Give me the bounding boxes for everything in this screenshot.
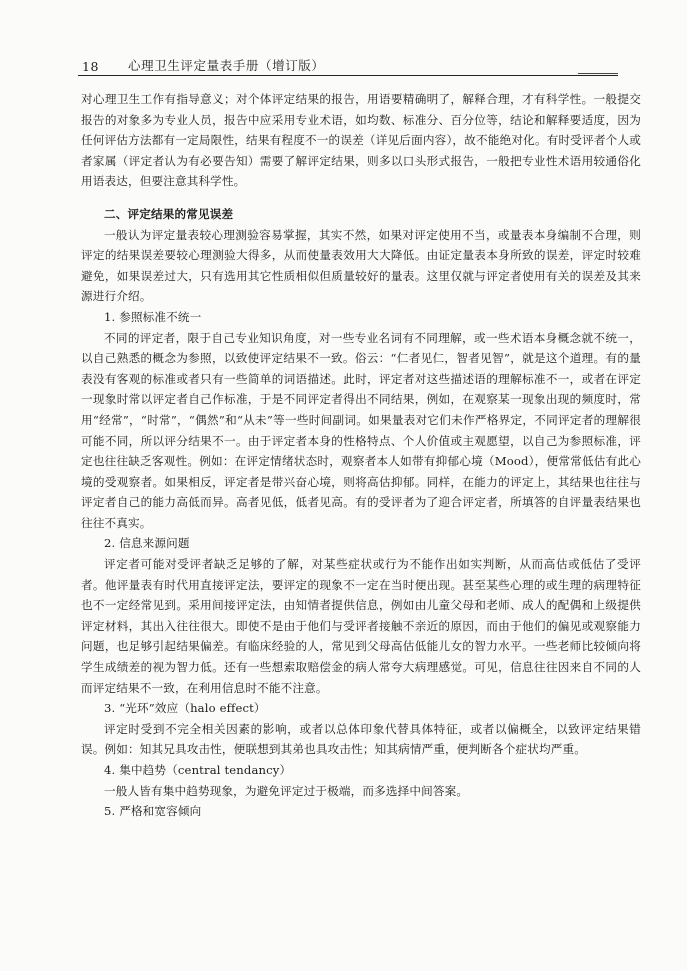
body-text bbox=[81, 89, 641, 822]
paragraph-subsection-3: 评定时受到不完全相关因素的影响，或者以总体印象代替具体特征，或者以偏概全，以致评定结果错误。例如：知其兄具攻击性，便联想到其弟也具攻击性；知其病情严重，便判断各个症状均严重。 bbox=[81, 721, 641, 757]
paragraph-subsection-1: 不同的评定者，限于自己专业知识角度，对一些专业名词有不同理解，或一些术语本身概念就不统一，以自己熟悉的概念为参照，以致使评定结果不一致。俗云：“仁者见仁，智者见智”，就是这个道理。有的量表没有客观的标准或者只有一些简单的词语描述。此时，评定者对这些描述语的理解标准不一，或者在评定一现象时常以评定者自己作标准，于是不同评定者得出不同结果，例如，在观察某一现象出现的频度时，常用“经常”，“时常”，“偶然”和“从未”等一些时间副词。如果量表对它们未作严格界定，不同评定者的理解很可能不同，所以评分结果不一。由于评定者本身的性格特点、个人价值或主观愿望，以自己为参照标准，评定也往往缺乏客观性。例如：在评定情绪状态时，观察者本人如带有抑郁心境（Mood），便常常低估有此心境的受观察者。如果相反，评定者是带兴奋心境，则将高估抑郁。同样，在能力的评定上，其结果也往往与评定者自己的能力高低而异。高者见低，低者见高。有的受评者为了迎合评定者，所填答的自评量表结果也往往不真实。 bbox=[81, 330, 641, 530]
header-rule-accent bbox=[578, 73, 618, 74]
subsection-heading-1: 1. 参照标准不统一 bbox=[104, 309, 202, 324]
header-rule bbox=[78, 75, 618, 76]
paragraph-section-intro: 一般认为评定量表较心理测验容易掌握，其实不然，如果对评定使用不当，或量表本身编制不合理，则评定的结果误差要较心理测验大得多，从而使量表效用大大降低。由证定量表本身所致的误差，评定时较难避免，如果误差过大，只有选用其它性质相似但质量较好的量表。这里仅就与评定者使用有关的误差及其来源进行介绍。 bbox=[81, 227, 641, 304]
page-number: 18 bbox=[82, 59, 99, 74]
paragraph-subsection-4: 一般人皆有集中趋势现象，为避免评定过于极端，而多选择中间答案。 bbox=[104, 783, 469, 798]
subsection-heading-2: 2. 信息来源问题 bbox=[104, 536, 190, 551]
paragraph-subsection-2: 评定者可能对受评者缺乏足够的了解，对某些症状或行为不能作出如实判断，从而高估或低估了受评者。他评量表有时代用直接评定法，要评定的现象不一定在当时便出现。甚至某些心理的或生理的病理特征也不一定经常见到。采用间接评定法，由知情者提供信息，例如由儿童父母和老师、成人的配偶和上级提供评定材料，其出入往往很大。即使不是由于他们与受评者接触不亲近的原因，而由于他们的偏见或观察能力问题，也足够引起结果偏差。有临床经验的人，常见到父母高估低能儿女的智力水平。一些老师比较倾向将学生成绩差的视为智力低。还有一些想索取赔偿金的病人常夸大病理感觉。可见，信息往往因来自不同的人而评定结果不一致，在利用信息时不能不注意。 bbox=[81, 557, 641, 695]
subsection-heading-3: 3. “光环”效应（halo effect） bbox=[104, 701, 266, 716]
section-gap bbox=[81, 192, 641, 202]
subsection-heading-5: 5. 严格和宽容倾向 bbox=[104, 804, 202, 819]
subsection-heading-4: 4. 集中趋势（central tendancy） bbox=[104, 763, 292, 777]
book-title: 心理卫生评定量表手册（增订版） bbox=[128, 58, 325, 73]
section-heading: 二、评定结果的常见误差 bbox=[104, 206, 234, 221]
paragraph-intro: 对心理卫生工作有指导意义；对个体评定结果的报告，用语要精确明了，解释合理，才有科学性。一般提交报告的对象多为专业人员，报告中应采用专业术语，如均数、标准分、百分位等，结论和解释要适度，因为任何评估方法都有一定局限性，结果有程度不一的误差（详见后面内容），故不能绝对化。有时受评者个人或者家属（评定者认为有必要告知）需要了解评定结果，则多以口头形式报告，一般把专业性术语用较通俗化用语表达，但要注意其科学性。 bbox=[81, 92, 641, 189]
running-header bbox=[82, 52, 614, 74]
